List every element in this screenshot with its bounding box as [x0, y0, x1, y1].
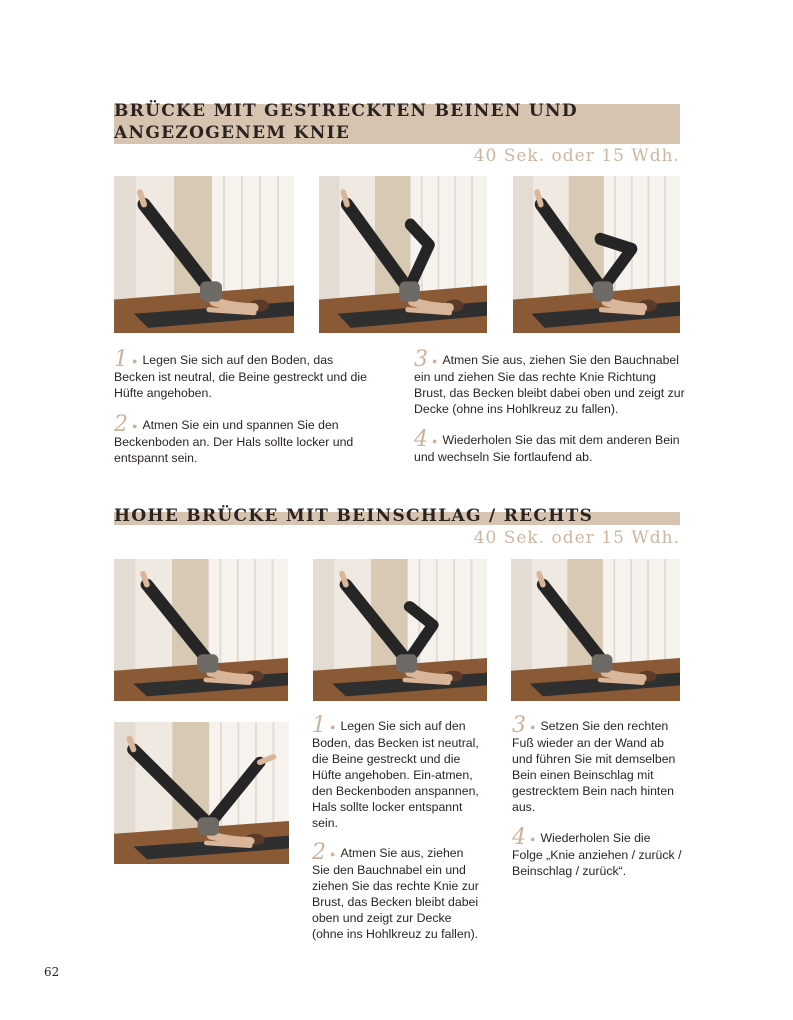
section2-photo-4	[114, 722, 289, 864]
section2-step-4	[512, 825, 684, 879]
page-number: 62	[44, 965, 60, 979]
section1-step-2-text: Atmen Sie ein und spannen Sie den Beckenboden an. Der Hals sollte locker und entspannt sein.	[114, 418, 354, 465]
section2-photo-1	[114, 559, 288, 701]
section1-step-2-number: 2	[114, 412, 128, 437]
section1-step-3-number: 3	[414, 347, 428, 372]
section1-step-1	[114, 347, 376, 401]
section1-step-4	[414, 427, 688, 465]
section1-photo-1	[114, 176, 294, 333]
step-dot-icon: ●	[530, 834, 536, 844]
section2-step-2	[312, 840, 482, 942]
section2-step-3	[512, 713, 684, 815]
section2-step-3-text: Setzen Sie den rechten Fuß wieder an der Wand ab und führen Sie mit demselben Bein einen Beinschlag mit gestrecktem Bein nach hinten aus.	[512, 719, 676, 814]
section2-title: HOHE BRÜCKE MIT BEINSCHLAG / RECHTS	[114, 506, 594, 526]
section2-step-4-number: 4	[512, 825, 526, 850]
section2-step-2-text: Atmen Sie aus, ziehen Sie den Bauchnabel ein und ziehen Sie das rechte Knie zur Brust, das Becken bleibt dabei oben und zeigt zur Decke (ohne ins Hohlkreuz zu fallen).	[312, 846, 479, 941]
step-dot-icon: ●	[432, 436, 438, 446]
section2-step-3-number: 3	[512, 713, 526, 738]
section2-step-1-text: Legen Sie sich auf den Boden, das Becken ist neutral, die Beine gestreckt und die Hüfte angehoben. Ein-atmen, den Beckenboden anspannen, Hals sollte locker entspannt sein.	[312, 719, 479, 830]
step-dot-icon: ●	[132, 356, 138, 366]
step-dot-icon: ●	[330, 722, 336, 732]
section2-step-1	[312, 713, 482, 831]
section1-step-2	[114, 412, 376, 466]
section1-title	[114, 100, 680, 144]
section1-step-3-text: Atmen Sie aus, ziehen Sie den Bauchnabel ein und ziehen Sie das rechte Knie Richtung Brust, das Becken bleibt dabei oben und zeigt zur Decke (ohne ins Hohlkreuz zu fallen).	[414, 353, 685, 416]
section1-step-4-text: Wiederholen Sie das mit dem anderen Bein und wechseln Sie fortlaufend ab.	[414, 433, 680, 464]
step-dot-icon: ●	[330, 849, 336, 859]
section1-reps: 40 Sek. oder 15 Wdh.	[473, 146, 680, 166]
section2-reps: 40 Sek. oder 15 Wdh.	[473, 528, 680, 548]
step-dot-icon: ●	[132, 421, 138, 431]
section2-photo-3	[511, 559, 680, 701]
section1-photo-3	[513, 176, 680, 333]
step-dot-icon: ●	[530, 722, 536, 732]
section1-photo-2	[319, 176, 487, 333]
section1-step-1-number: 1	[114, 347, 128, 372]
section1-title-line2: ANGEZOGENEM KNIE	[114, 123, 351, 143]
step-dot-icon: ●	[432, 356, 438, 366]
section1-title-line1: BRÜCKE MIT GESTRECKTEN BEINEN UND	[114, 101, 578, 121]
section1-step-3	[414, 347, 688, 417]
section2-step-2-number: 2	[312, 840, 326, 865]
section2-step-4-text: Wiederholen Sie die Folge „Knie anziehen / zurück / Beinschlag / zurück“.	[512, 831, 682, 878]
section2-photo-2	[313, 559, 487, 701]
section1-step-1-text: Legen Sie sich auf den Boden, das Becken ist neutral, die Beine gestreckt und die Hüfte angehoben.	[114, 353, 367, 400]
section2-step-1-number: 1	[312, 713, 326, 738]
section1-step-4-number: 4	[414, 427, 428, 452]
